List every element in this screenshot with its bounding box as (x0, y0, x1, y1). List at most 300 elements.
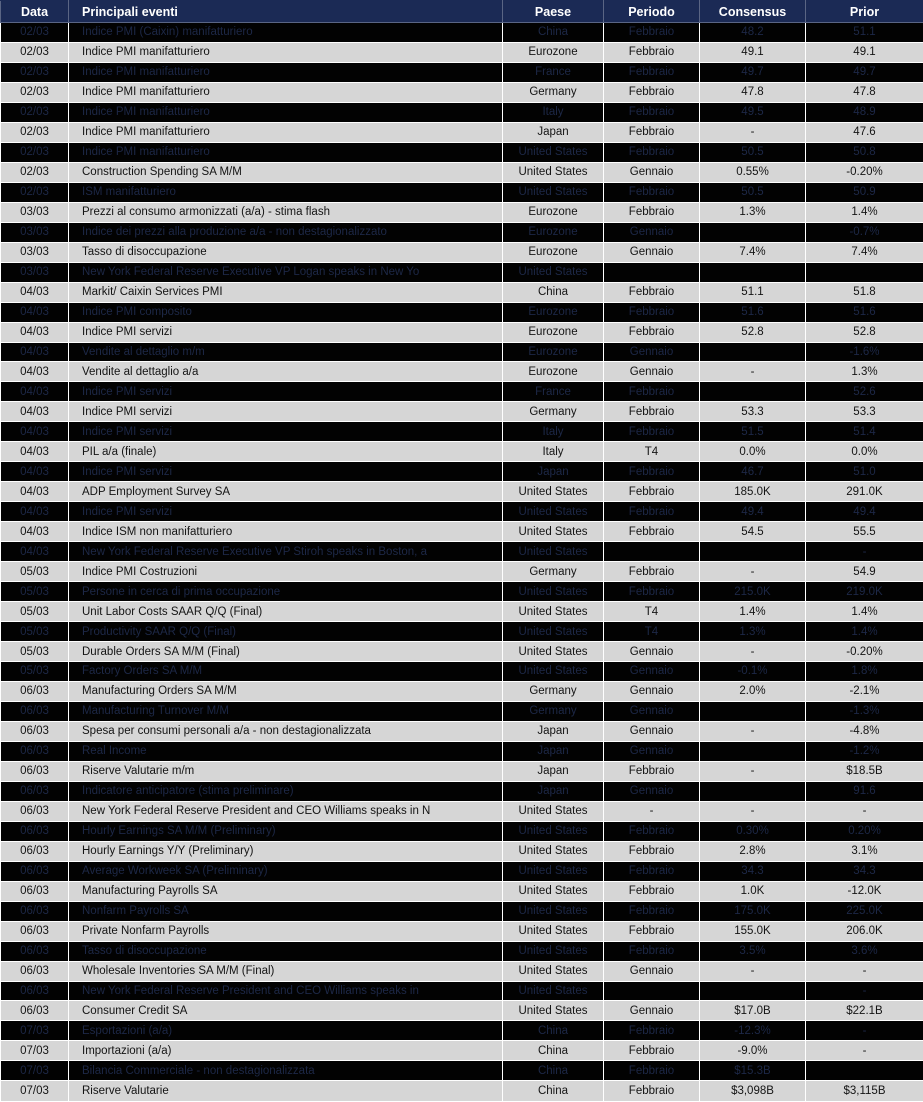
table-row (1, 881, 923, 901)
cell-consensus: -0.1% (700, 662, 806, 682)
cell-prior: 53.3 (806, 402, 923, 422)
cell-country: Japan (503, 122, 604, 142)
cell-date: 06/03 (1, 961, 69, 981)
cell-prior: $3,115B (806, 1081, 923, 1102)
column-header-consensus: Consensus (700, 1, 806, 23)
cell-date: 04/03 (1, 502, 69, 522)
cell-prior: - (806, 1041, 923, 1061)
cell-country: China (503, 1041, 604, 1061)
cell-prior: 291.0K (806, 482, 923, 502)
cell-prior: -0.20% (806, 642, 923, 662)
cell-period: Febbraio (604, 1041, 700, 1061)
cell-event: Indice dei prezzi alla produzione a/a - non destagionalizzato (69, 222, 503, 242)
cell-period (604, 262, 700, 282)
cell-consensus: 175.0K (700, 901, 806, 921)
cell-date: 04/03 (1, 342, 69, 362)
cell-country: Japan (503, 462, 604, 482)
cell-country: Germany (503, 681, 604, 701)
cell-prior (806, 1061, 923, 1081)
cell-event: New York Federal Reserve President and CEO Williams speaks in (69, 981, 503, 1001)
cell-prior: 51.8 (806, 282, 923, 302)
cell-country: China (503, 1021, 604, 1041)
cell-consensus: 2.0% (700, 681, 806, 701)
cell-country: United States (503, 262, 604, 282)
cell-consensus: - (700, 801, 806, 821)
cell-date: 06/03 (1, 681, 69, 701)
cell-prior: 1.3% (806, 362, 923, 382)
cell-consensus: 0.0% (700, 442, 806, 462)
cell-country: Eurozone (503, 222, 604, 242)
cell-event: Indice PMI servizi (69, 402, 503, 422)
cell-date: 02/03 (1, 62, 69, 82)
cell-date: 04/03 (1, 282, 69, 302)
cell-consensus: 1.3% (700, 622, 806, 642)
cell-event: Hourly Earnings Y/Y (Preliminary) (69, 841, 503, 861)
cell-country: United States (503, 901, 604, 921)
cell-prior: 54.9 (806, 562, 923, 582)
cell-event: Productivity SAAR Q/Q (Final) (69, 622, 503, 642)
cell-period: Febbraio (604, 921, 700, 941)
cell-consensus (700, 701, 806, 721)
cell-consensus (700, 981, 806, 1001)
cell-country: Germany (503, 701, 604, 721)
cell-event: Indice PMI manifatturiero (69, 122, 503, 142)
cell-date: 04/03 (1, 302, 69, 322)
cell-event: Nonfarm Payrolls SA (69, 901, 503, 921)
cell-event: ADP Employment Survey SA (69, 482, 503, 502)
cell-consensus: 7.4% (700, 242, 806, 262)
cell-consensus: 47.8 (700, 82, 806, 102)
cell-country: Italy (503, 442, 604, 462)
cell-prior: -12.0K (806, 881, 923, 901)
table-row (1, 262, 923, 282)
cell-consensus: 1.0K (700, 881, 806, 901)
cell-event: Indice PMI manifatturiero (69, 82, 503, 102)
table-row (1, 122, 923, 142)
cell-date: 06/03 (1, 821, 69, 841)
table-row (1, 562, 923, 582)
cell-period: Febbraio (604, 462, 700, 482)
cell-period: T4 (604, 602, 700, 622)
cell-country: Eurozone (503, 242, 604, 262)
table-row (1, 861, 923, 881)
cell-country: Eurozone (503, 362, 604, 382)
table-row (1, 162, 923, 182)
cell-consensus: 49.5 (700, 102, 806, 122)
cell-country: Japan (503, 781, 604, 801)
cell-prior: - (806, 1021, 923, 1041)
cell-event: Indice PMI servizi (69, 382, 503, 402)
cell-event: Spesa per consumi personali a/a - non destagionalizzata (69, 721, 503, 741)
cell-event: Indice PMI manifatturiero (69, 62, 503, 82)
cell-prior: 1.4% (806, 202, 923, 222)
cell-prior: -4.8% (806, 721, 923, 741)
cell-consensus (700, 781, 806, 801)
cell-country: United States (503, 522, 604, 542)
table-row (1, 981, 923, 1001)
cell-period: Gennaio (604, 721, 700, 741)
cell-prior: -1.2% (806, 741, 923, 761)
cell-date: 05/03 (1, 622, 69, 642)
cell-country: United States (503, 961, 604, 981)
cell-period (604, 542, 700, 562)
cell-period: Febbraio (604, 302, 700, 322)
cell-country: United States (503, 841, 604, 861)
cell-period: Febbraio (604, 582, 700, 602)
table-row (1, 362, 923, 382)
cell-consensus: - (700, 721, 806, 741)
cell-period: Febbraio (604, 482, 700, 502)
cell-consensus: 50.5 (700, 182, 806, 202)
cell-country: Italy (503, 422, 604, 442)
cell-event: Persone in cerca di prima occupazione (69, 582, 503, 602)
cell-event: Factory Orders SA M/M (69, 662, 503, 682)
cell-date: 07/03 (1, 1041, 69, 1061)
cell-period: T4 (604, 622, 700, 642)
table-row (1, 182, 923, 202)
cell-consensus (700, 342, 806, 362)
cell-period: Febbraio (604, 562, 700, 582)
cell-consensus (700, 382, 806, 402)
table-row (1, 701, 923, 721)
cell-prior: 0.0% (806, 442, 923, 462)
cell-consensus (700, 262, 806, 282)
table-row (1, 961, 923, 981)
cell-prior: 3.6% (806, 941, 923, 961)
cell-period: Gennaio (604, 662, 700, 682)
cell-event: Bilancia Commerciale - non destagionalizzata (69, 1061, 503, 1081)
cell-event: New York Federal Reserve President and CEO Williams speaks in N (69, 801, 503, 821)
cell-prior: 52.8 (806, 322, 923, 342)
cell-prior: 49.7 (806, 62, 923, 82)
cell-country: Germany (503, 402, 604, 422)
cell-period: Febbraio (604, 901, 700, 921)
cell-country: China (503, 1061, 604, 1081)
table-row (1, 602, 923, 622)
cell-date: 02/03 (1, 122, 69, 142)
cell-country: Eurozone (503, 202, 604, 222)
cell-prior: 51.6 (806, 302, 923, 322)
cell-prior: - (806, 542, 923, 562)
cell-consensus: 34.3 (700, 861, 806, 881)
table-row (1, 681, 923, 701)
cell-consensus: $3,098B (700, 1081, 806, 1102)
cell-country: United States (503, 502, 604, 522)
cell-country: United States (503, 941, 604, 961)
cell-date: 02/03 (1, 23, 69, 43)
cell-prior: 0.20% (806, 821, 923, 841)
table-row (1, 62, 923, 82)
cell-prior: 49.4 (806, 502, 923, 522)
cell-country: United States (503, 1001, 604, 1021)
cell-consensus (700, 222, 806, 242)
cell-country: Japan (503, 741, 604, 761)
cell-country: United States (503, 582, 604, 602)
cell-consensus: 54.5 (700, 522, 806, 542)
cell-country: France (503, 382, 604, 402)
cell-prior: -0.7% (806, 222, 923, 242)
cell-period: Febbraio (604, 322, 700, 342)
cell-prior: 91.6 (806, 781, 923, 801)
cell-event: Manufacturing Orders SA M/M (69, 681, 503, 701)
table-row (1, 442, 923, 462)
table-row (1, 841, 923, 861)
cell-date: 05/03 (1, 602, 69, 622)
cell-country: United States (503, 642, 604, 662)
cell-date: 06/03 (1, 741, 69, 761)
cell-consensus: 51.1 (700, 282, 806, 302)
cell-consensus: 0.55% (700, 162, 806, 182)
cell-date: 03/03 (1, 262, 69, 282)
cell-event: Manufacturing Payrolls SA (69, 881, 503, 901)
cell-prior: 51.4 (806, 422, 923, 442)
cell-event: Average Workweek SA (Preliminary) (69, 861, 503, 881)
cell-date: 04/03 (1, 382, 69, 402)
cell-consensus (700, 741, 806, 761)
table-row (1, 302, 923, 322)
cell-event: PIL a/a (finale) (69, 442, 503, 462)
cell-country: United States (503, 542, 604, 562)
cell-period: Febbraio (604, 821, 700, 841)
table-row (1, 322, 923, 342)
column-header-prior: Prior (806, 1, 923, 23)
table-row (1, 542, 923, 562)
cell-consensus: - (700, 122, 806, 142)
cell-period: Febbraio (604, 861, 700, 881)
table-row (1, 1001, 923, 1021)
cell-period: Febbraio (604, 841, 700, 861)
table-row (1, 821, 923, 841)
cell-period: Gennaio (604, 342, 700, 362)
cell-date: 07/03 (1, 1021, 69, 1041)
cell-period (604, 981, 700, 1001)
cell-date: 04/03 (1, 482, 69, 502)
table-row (1, 1041, 923, 1061)
cell-country: United States (503, 801, 604, 821)
cell-country: United States (503, 162, 604, 182)
table-row (1, 1081, 923, 1102)
cell-period: Gennaio (604, 1001, 700, 1021)
table-row (1, 1061, 923, 1081)
cell-date: 04/03 (1, 422, 69, 442)
cell-event: Indice PMI Costruzioni (69, 562, 503, 582)
cell-consensus: 3.5% (700, 941, 806, 961)
cell-date: 06/03 (1, 921, 69, 941)
cell-period: Febbraio (604, 23, 700, 43)
cell-consensus: -9.0% (700, 1041, 806, 1061)
cell-country: Eurozone (503, 322, 604, 342)
cell-event: Real Income (69, 741, 503, 761)
cell-period: Gennaio (604, 781, 700, 801)
cell-consensus: - (700, 761, 806, 781)
cell-consensus: 53.3 (700, 402, 806, 422)
cell-consensus: 52.8 (700, 322, 806, 342)
cell-date: 06/03 (1, 861, 69, 881)
header-row (1, 1, 923, 23)
cell-event: Indice PMI manifatturiero (69, 142, 503, 162)
cell-period: Gennaio (604, 741, 700, 761)
cell-prior: 50.8 (806, 142, 923, 162)
cell-country: Japan (503, 761, 604, 781)
cell-prior: 48.9 (806, 102, 923, 122)
cell-prior: 1.8% (806, 662, 923, 682)
cell-prior: 219.0K (806, 582, 923, 602)
cell-prior: -1.6% (806, 342, 923, 362)
table-row (1, 422, 923, 442)
table-row (1, 642, 923, 662)
cell-period: Febbraio (604, 42, 700, 62)
cell-prior: 3.1% (806, 841, 923, 861)
table-row (1, 901, 923, 921)
table-row (1, 142, 923, 162)
cell-consensus: 1.3% (700, 202, 806, 222)
table-row (1, 662, 923, 682)
cell-consensus: 46.7 (700, 462, 806, 482)
cell-date: 06/03 (1, 881, 69, 901)
table-row (1, 522, 923, 542)
cell-period: Febbraio (604, 202, 700, 222)
cell-period: Febbraio (604, 142, 700, 162)
cell-date: 04/03 (1, 542, 69, 562)
cell-date: 02/03 (1, 162, 69, 182)
cell-event: Indice PMI manifatturiero (69, 102, 503, 122)
cell-country: United States (503, 482, 604, 502)
cell-date: 02/03 (1, 42, 69, 62)
cell-country: Germany (503, 82, 604, 102)
cell-country: Eurozone (503, 42, 604, 62)
cell-date: 04/03 (1, 362, 69, 382)
column-header-paese: Paese (503, 1, 604, 23)
cell-period: Gennaio (604, 642, 700, 662)
column-header-data: Data (1, 1, 69, 23)
cell-period: Febbraio (604, 402, 700, 422)
cell-country: United States (503, 142, 604, 162)
cell-prior: 55.5 (806, 522, 923, 542)
cell-event: Indice PMI servizi (69, 502, 503, 522)
cell-country: China (503, 1081, 604, 1102)
cell-consensus: - (700, 562, 806, 582)
cell-event: Tasso di disoccupazione (69, 242, 503, 262)
cell-consensus: 49.7 (700, 62, 806, 82)
cell-date: 03/03 (1, 242, 69, 262)
column-header-principali-eventi: Principali eventi (69, 1, 503, 23)
table-row (1, 1021, 923, 1041)
cell-prior: 49.1 (806, 42, 923, 62)
cell-event: Indicatore anticipatore (stima preliminare) (69, 781, 503, 801)
table-row (1, 761, 923, 781)
cell-country: United States (503, 861, 604, 881)
cell-date: 06/03 (1, 721, 69, 741)
cell-date: 06/03 (1, 801, 69, 821)
cell-event: Riserve Valutarie (69, 1081, 503, 1102)
cell-period: Febbraio (604, 881, 700, 901)
cell-consensus: 51.5 (700, 422, 806, 442)
cell-date: 06/03 (1, 901, 69, 921)
cell-prior: 7.4% (806, 242, 923, 262)
cell-event: Tasso di disoccupazione (69, 941, 503, 961)
cell-period: Gennaio (604, 362, 700, 382)
table-row (1, 342, 923, 362)
cell-country: France (503, 62, 604, 82)
cell-consensus: 2.8% (700, 841, 806, 861)
cell-date: 06/03 (1, 1001, 69, 1021)
cell-prior: 47.8 (806, 82, 923, 102)
cell-period: Gennaio (604, 162, 700, 182)
cell-country: United States (503, 821, 604, 841)
cell-period: Gennaio (604, 681, 700, 701)
cell-period: Gennaio (604, 242, 700, 262)
cell-country: China (503, 282, 604, 302)
cell-date: 06/03 (1, 981, 69, 1001)
cell-consensus: 155.0K (700, 921, 806, 941)
cell-date: 04/03 (1, 402, 69, 422)
cell-date: 06/03 (1, 941, 69, 961)
cell-period: Febbraio (604, 182, 700, 202)
cell-event: Indice PMI manifatturiero (69, 42, 503, 62)
cell-country: United States (503, 182, 604, 202)
table-row (1, 222, 923, 242)
cell-period: Febbraio (604, 282, 700, 302)
table-row (1, 781, 923, 801)
cell-prior: 52.6 (806, 382, 923, 402)
table-row (1, 202, 923, 222)
cell-period: Febbraio (604, 502, 700, 522)
cell-prior (806, 262, 923, 282)
cell-period: Febbraio (604, 1081, 700, 1102)
cell-prior: $22.1B (806, 1001, 923, 1021)
table-row (1, 82, 923, 102)
cell-consensus: - (700, 642, 806, 662)
cell-prior: - (806, 801, 923, 821)
cell-prior: 1.4% (806, 622, 923, 642)
cell-consensus: 49.1 (700, 42, 806, 62)
table-row (1, 721, 923, 741)
table-body (1, 23, 923, 1102)
cell-prior: 51.0 (806, 462, 923, 482)
cell-prior: 47.6 (806, 122, 923, 142)
cell-consensus: 1.4% (700, 602, 806, 622)
cell-date: 06/03 (1, 701, 69, 721)
cell-event: Construction Spending SA M/M (69, 162, 503, 182)
table-row (1, 102, 923, 122)
table-row (1, 801, 923, 821)
cell-period: Febbraio (604, 82, 700, 102)
cell-consensus: 49.4 (700, 502, 806, 522)
table-row (1, 42, 923, 62)
cell-event: New York Federal Reserve Executive VP Logan speaks in New Yo (69, 262, 503, 282)
cell-event: Indice PMI composito (69, 302, 503, 322)
cell-date: 02/03 (1, 82, 69, 102)
table-row (1, 23, 923, 43)
cell-country: United States (503, 981, 604, 1001)
cell-event: Indice PMI (Caixin) manifatturiero (69, 23, 503, 43)
cell-period: Febbraio (604, 1021, 700, 1041)
cell-period: Febbraio (604, 1061, 700, 1081)
cell-period: Febbraio (604, 522, 700, 542)
cell-date: 03/03 (1, 222, 69, 242)
cell-date: 04/03 (1, 522, 69, 542)
cell-prior: 51.1 (806, 23, 923, 43)
table-row (1, 741, 923, 761)
cell-period: T4 (604, 442, 700, 462)
cell-prior: 225.0K (806, 901, 923, 921)
cell-period: Febbraio (604, 382, 700, 402)
cell-country: Germany (503, 562, 604, 582)
cell-consensus: 215.0K (700, 582, 806, 602)
cell-prior: -2.1% (806, 681, 923, 701)
cell-event: Importazioni (a/a) (69, 1041, 503, 1061)
cell-event: Manufacturing Turnover M/M (69, 701, 503, 721)
